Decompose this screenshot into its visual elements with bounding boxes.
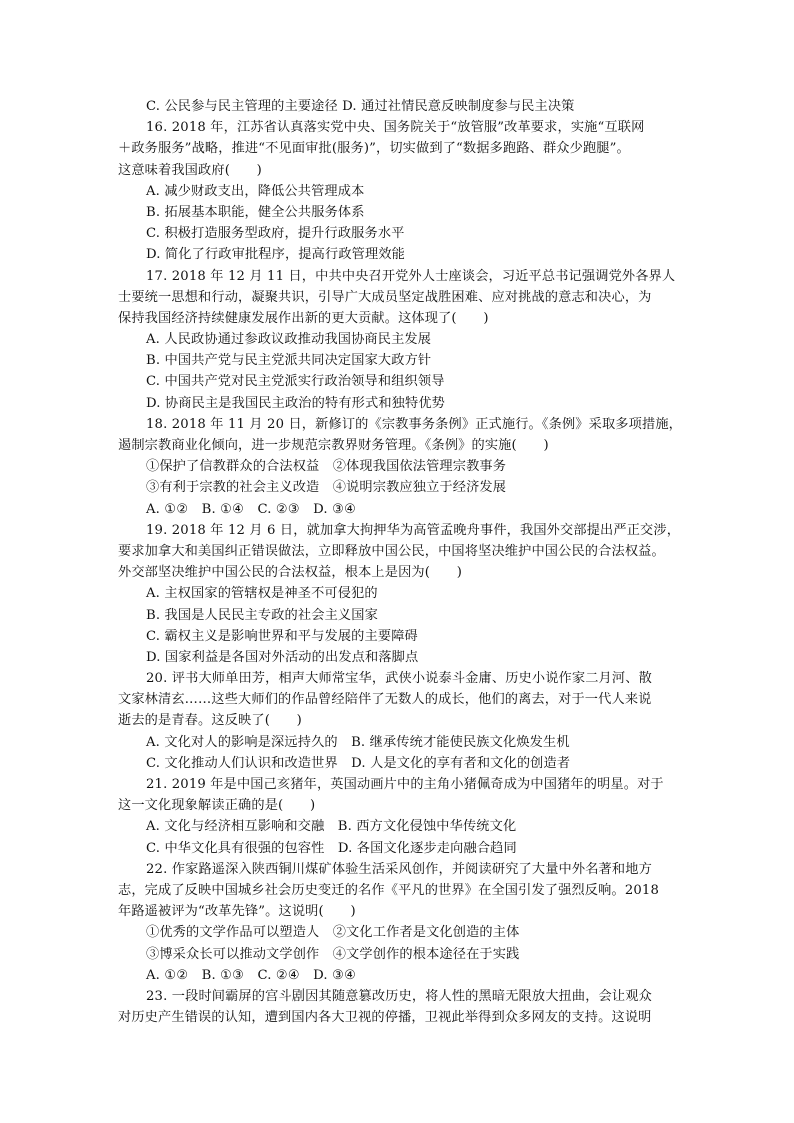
answer-option-line: A. 人民政协通过参政议政推动我国协商民主发展	[146, 332, 432, 348]
answer-option-line: C. 中华文化具有很强的包容性 D. 各国文化逐步走向融合趋同	[146, 840, 517, 856]
answer-option-line: C. 文化推动人们认识和改造世界 D. 人是文化的享有者和文化的创造者	[146, 755, 571, 771]
question-text-line: 这意味着我国政府( )	[118, 162, 262, 178]
question-text-line: 要求加拿大和美国纠正错误做法，立即释放中国公民，中国将坚决维护中国公民的合法权益。	[118, 543, 665, 559]
answer-option-line: C. 霸权主义是影响世界和平与发展的主要障碍	[146, 628, 418, 644]
answer-option-line: D. 简化了行政审批程序，提高行政管理效能	[146, 247, 406, 263]
question-stem-line: 23. 一段时间霸屏的宫斗剧因其随意篡改历史，将人性的黑暗无限放大扭曲，会让观众	[146, 988, 652, 1004]
question-stem-line: 17. 2018 年 12 月 11 日，中共中央召开党外人士座谈会，习近平总书记强调党外各界人	[146, 268, 676, 284]
question-stem-line: 16. 2018 年，江苏省认真落实党中央、国务院关于“放管服”改革要求，实施“互联网	[146, 120, 645, 136]
answer-option-line: A. 减少财政支出，降低公共管理成本	[146, 183, 365, 199]
question-stem-line: 20. 评书大师单田芳，相声大师常宝华，武侠小说泰斗金庸、历史小说作家二月河、散	[146, 671, 652, 687]
answer-option-line: A. 文化与经济相互影响和交融 B. 西方文化侵蚀中华传统文化	[146, 819, 517, 835]
question-stem-line: 19. 2018 年 12 月 6 日，就加拿大拘押华为高管孟晚舟事件，我国外交部提出严正交涉，	[146, 522, 681, 538]
answer-option-line: A. 文化对人的影响是深远持久的 B. 继承传统才能使民族文化焕发生机	[146, 734, 570, 750]
answer-option-line: A. ①② B. ①③ C. ②④ D. ③④	[146, 967, 357, 983]
answer-option-line: B. 中国共产党与民主党派共同决定国家大政方针	[146, 353, 432, 369]
answer-option-line: D. 国家利益是各国对外活动的出发点和落脚点	[146, 649, 419, 665]
question-stem-line: 21. 2019 年是中国己亥猪年，英国动画片中的主角小猪佩奇成为中国猪年的明星。对于	[146, 777, 664, 792]
answer-option-line: B. 拓展基本职能，健全公共服务体系	[146, 204, 365, 220]
answer-option-line: ①保护了信教群众的合法权益 ②体现我国依法管理宗教事务	[146, 459, 507, 475]
answer-option-line: C. 中国共产党对民主党派实行政治领导和组织领导	[146, 374, 445, 390]
question-text-line: 这一文化现象解读正确的是( )	[118, 798, 316, 814]
question-text-line: 志，完成了反映中国城乡社会历史变迁的名作《平凡的世界》在全国引发了强烈反响。2018	[118, 882, 659, 898]
answer-option-line: A. 主权国家的管辖权是神圣不可侵犯的	[146, 586, 378, 602]
answer-option-line: A. ①② B. ①④ C. ②③ D. ③④	[146, 501, 357, 517]
question-text-line: 外交部坚决维护中国公民的合法权益，根本上是因为( )	[118, 565, 463, 581]
exam-page	[118, 96, 683, 1028]
answer-option-line: C. 公民参与民主管理的主要途径 D. 通过社情民意反映制度参与民主决策	[146, 99, 575, 114]
answer-option-line: ③有利于宗教的社会主义改造 ④说明宗教应独立于经济发展	[146, 480, 507, 496]
answer-option-line: D. 协商民主是我国民主政治的特有形式和独特优势	[146, 395, 446, 411]
question-text-line: 士要统一思想和行动，凝聚共识，引导广大成员坚定战胜困难、应对挑战的意志和决心，为	[118, 289, 652, 305]
answer-option-line: ③博采众长可以推动文学创作 ④文学创作的根本途径在于实践	[146, 946, 520, 962]
question-text-line: 保持我国经济持续健康发展作出新的更大贡献。这体现了( )	[118, 310, 489, 326]
question-text-line: ＋政务服务”战略，推进“不见面审批(服务)”，切实做到了“数据多跑路、群众少跑腿”。	[118, 141, 630, 157]
question-stem-line: 18. 2018 年 11 月 20 日，新修订的《宗教事务条例》正式施行。《条例》采取多项措施，	[146, 416, 682, 432]
answer-option-line: ①优秀的文学作品可以塑造人 ②文化工作者是文化创造的主体	[146, 925, 520, 941]
question-text-line: 遏制宗教商业化倾向，进一步规范宗教界财务管理。《条例》的实施( )	[118, 438, 549, 453]
answer-option-line: C. 积极打造服务型政府，提升行政服务水平	[146, 226, 405, 242]
question-text-line: 逝去的是青春。这反映了( )	[118, 713, 302, 729]
answer-option-line: B. 我国是人民民主专政的社会主义国家	[146, 607, 378, 623]
question-text-line: 文家林清玄……这些大师们的作品曾经陪伴了无数人的成长，他们的离去，对于一代人来说	[118, 692, 652, 708]
question-text-line: 年路遥被评为“改革先锋”。这说明( )	[118, 904, 356, 920]
question-text-line: 对历史产生错误的认知，遭到国内各大卫视的停播，卫视此举得到众多网友的支持。这说明	[118, 1010, 652, 1026]
question-stem-line: 22. 作家路遥深入陕西铜川煤矿体验生活采风创作，并阅读研究了大量中外名著和地方	[146, 861, 652, 877]
